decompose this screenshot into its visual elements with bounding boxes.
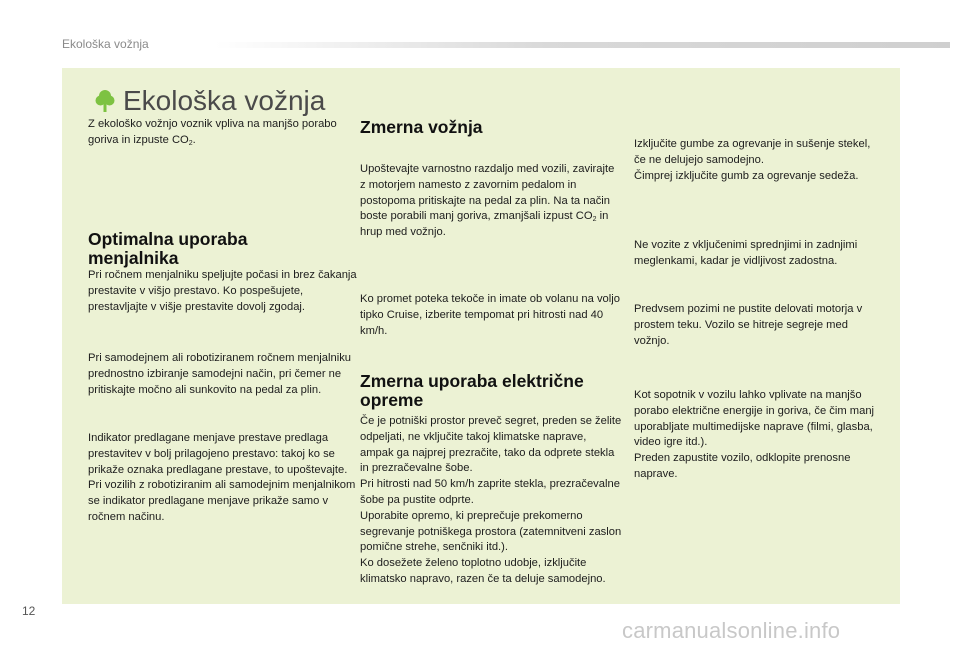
- header-title: Ekološka vožnja: [62, 37, 149, 51]
- electric-section: [360, 372, 622, 410]
- main-title: [95, 85, 325, 117]
- col3-p2: Ne vozite z vključenimi sprednjimi in zadnjimi meglenkami, kadar je vidljivost zadostna.: [634, 239, 858, 267]
- moderate-section: [360, 118, 622, 137]
- header-bar: [215, 42, 950, 48]
- electric-p1: Če je potniški prostor preveč segret, preden se želite odpeljati, ne vključite takoj klimatske naprave, ampak ga najprej prezračite, tako da odprete stekla in prezračevalne šobe. Pri hitrosti nad 50 km/h zaprite stekla, prezračevalne šobe pa pustite odprte. Uporabite opremo, ki preprečuje prekomerno segrevanje potniškega prostora (zatemnitveni zaslon pomične strehe, senčniki itd.). Ko dosežete želeno toplotno udobje, izključite klimatsko napravo, razen če ta deluje samodejno.: [360, 415, 622, 585]
- intro-text: Z ekološko vožnjo voznik vpliva na manjšo porabo goriva in izpuste $CO_2$.: [88, 118, 337, 147]
- gearbox-p2: Pri samodejnem ali robotiziranem ročnem menjalniku prednostno izbiranje samodejni način, pri čemer ne pritiskajte močno ali sunkovito na pedal za plin.: [88, 352, 352, 396]
- gearbox-heading: Optimalna uporaba menjalnika: [88, 229, 248, 268]
- col3-p3: Predvsem pozimi ne pustite delovati motorja v prostem teku. Vozilo se hitreje segreje med vožnjo.: [634, 303, 863, 347]
- watermark: carmanualsonline.info: [622, 618, 841, 643]
- page-number: 12: [22, 604, 36, 618]
- moderate-p1: Upoštevajte varnostno razdaljo med vozili, zavirajte z motorjem namesto z zavornim pedalom in postopoma pritiskajte na pedal za plin. Na ta način boste porabili manj goriva, zmanjšali izpust $CO_2$ in hrup med vožnjo.: [360, 163, 615, 239]
- gearbox-p1: Pri ročnem menjalniku speljujte počasi in brez čakanja prestavite v višjo prestavo. Ko pospešujete, prestavljajte v višje prestavite dovolj zgodaj.: [88, 269, 357, 313]
- gearbox-section: [88, 230, 358, 268]
- gearbox-p3: Indikator predlagane menjave prestave predlaga prestavitev v bolj prilagojeno prestavo: takoj ko se prikaže oznaka predlagane prestave, to upoštevajte. Pri vozilih z robotiziranim ali samodejnim menjalnikom se indikator predlagane menjave prikaže samo v ročnem načinu.: [88, 432, 356, 523]
- page-title: Ekološka vožnja: [123, 85, 326, 116]
- col3-p1: Izključite gumbe za ogrevanje in sušenje stekel, če ne delujejo samodejno. Čimprej izključite gumb za ogrevanje sedeža.: [634, 138, 871, 182]
- moderate-p2: Ko promet poteka tekoče in imate ob volanu na voljo tipko Cruise, izberite tempomat pri hitrosti nad 40 km/h.: [360, 293, 620, 337]
- electric-heading: Zmerna uporaba električne opreme: [360, 371, 584, 410]
- col3-p4: Kot sopotnik v vozilu lahko vplivate na manjšo porabo električne energije in goriva, če čim manj uporabljate multimedijske naprave (filmi, glasba, video igre itd.). Preden zapustite vozilo, odklopite prenosne naprave.: [634, 389, 875, 480]
- moderate-heading: Zmerna vožnja: [360, 117, 483, 137]
- tree-icon: [95, 89, 115, 113]
